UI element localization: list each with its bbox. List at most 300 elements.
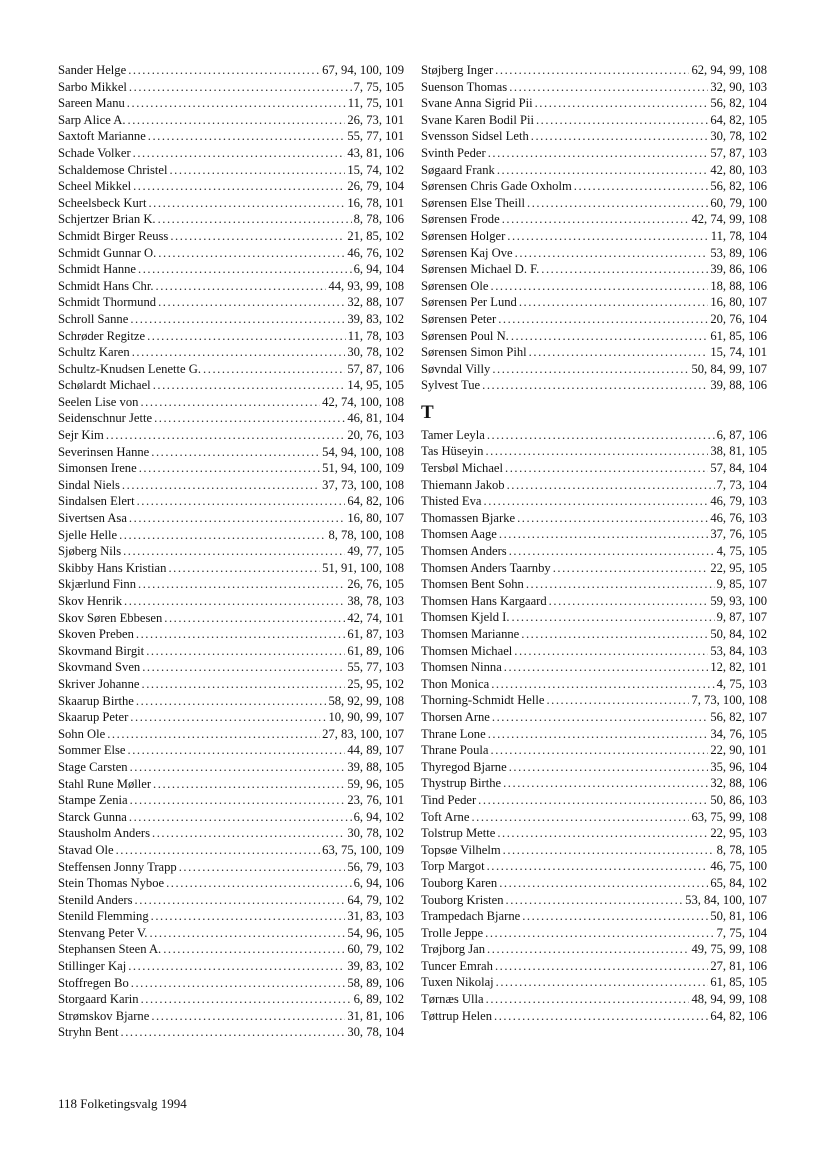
index-entry <box>58 162 404 179</box>
index-entry <box>421 726 767 743</box>
entry-pages: 11, 78, 104 <box>710 228 767 243</box>
dot-leader <box>522 908 708 925</box>
dot-leader <box>492 361 689 378</box>
dot-leader <box>487 427 715 444</box>
index-entry <box>421 659 767 676</box>
dot-leader <box>203 361 345 378</box>
index-entry <box>58 941 404 958</box>
entry-name: Schultz Karen <box>58 345 130 360</box>
dot-leader <box>136 693 327 710</box>
index-entry <box>421 162 767 179</box>
index-entry <box>421 974 767 991</box>
index-entry <box>421 178 767 195</box>
entry-name: Schmidt Thormund <box>58 295 157 310</box>
entry-name: Stampe Zenia <box>58 793 128 808</box>
entry-name: Thomsen Hans Kargaard <box>421 593 547 608</box>
dot-leader <box>151 444 320 461</box>
entry-name: Thomassen Bjarke <box>421 510 516 525</box>
entry-pages: 11, 78, 103 <box>347 328 404 343</box>
index-entry <box>58 195 404 212</box>
entry-name: Sohn Ole <box>58 726 106 741</box>
dot-leader <box>122 477 320 494</box>
entry-name: Schjertzer Brian K. <box>58 212 156 227</box>
dot-leader <box>121 1024 346 1041</box>
entry-pages: 44, 89, 107 <box>347 743 404 758</box>
dot-leader <box>491 278 709 295</box>
index-entry <box>58 776 404 793</box>
entry-name: Torp Margot <box>421 859 485 874</box>
entry-pages: 16, 78, 101 <box>347 195 404 210</box>
index-entry <box>421 875 767 892</box>
dot-leader <box>151 908 346 925</box>
entry-pages: 63, 75, 99, 108 <box>691 809 767 824</box>
index-entry <box>58 560 404 577</box>
entry-pages: 30, 78, 102 <box>347 826 404 841</box>
entry-name: Støjberg Inger <box>421 63 494 77</box>
entry-pages: 50, 81, 106 <box>710 909 767 924</box>
dot-leader <box>484 493 709 510</box>
entry-name: Toft Arne <box>421 809 470 824</box>
entry-pages: 64, 79, 102 <box>347 892 404 907</box>
dot-leader <box>512 609 715 626</box>
entry-name: Stoffregen Bo <box>58 975 129 990</box>
entry-pages: 27, 81, 106 <box>710 958 767 973</box>
dot-leader <box>164 610 345 627</box>
dot-leader <box>128 62 320 79</box>
entry-name: Sørensen Frode <box>421 212 500 227</box>
dot-leader <box>129 809 352 826</box>
entry-pages: 46, 75, 100 <box>710 859 767 874</box>
entry-name: Skaarup Peter <box>58 710 129 725</box>
entry-name: Sivertsen Asa <box>58 511 127 526</box>
entry-pages: 42, 80, 103 <box>710 162 767 177</box>
entry-name: Søvndal Villy <box>421 361 491 376</box>
index-entry <box>421 112 767 129</box>
entry-pages: 53, 89, 106 <box>710 245 767 260</box>
entry-name: Tas Hüseyin <box>421 444 484 459</box>
index-entry <box>421 991 767 1008</box>
entry-pages: 10, 90, 99, 107 <box>328 710 404 725</box>
index-entry <box>421 62 767 79</box>
entry-pages: 42, 74, 99, 108 <box>691 212 767 227</box>
index-list-t <box>421 427 767 1024</box>
entry-name: Starck Gunna <box>58 809 127 824</box>
entry-name: Trøjborg Jan <box>421 942 486 957</box>
entry-name: Saxtoft Marianne <box>58 129 146 144</box>
index-entry <box>421 892 767 909</box>
entry-name: Stenild Flemming <box>58 909 149 924</box>
index-entry <box>421 245 767 262</box>
entry-pages: 38, 78, 103 <box>347 594 404 608</box>
dot-leader <box>502 211 690 228</box>
index-entry <box>58 958 404 975</box>
index-entry <box>58 975 404 992</box>
entry-pages: 43, 81, 106 <box>347 145 404 160</box>
entry-pages: 20, 76, 103 <box>347 428 404 443</box>
entry-name: Svinth Peder <box>421 145 486 160</box>
index-entry <box>58 991 404 1008</box>
dot-leader <box>153 776 345 793</box>
entry-name: Skovmand Birgit <box>58 643 145 658</box>
entry-name: Svane Anna Sigrid Pii <box>421 96 533 111</box>
entry-pages: 61, 89, 106 <box>347 643 404 658</box>
index-entry <box>58 311 404 328</box>
entry-pages: 12, 82, 101 <box>710 660 767 675</box>
entry-pages: 60, 79, 100 <box>710 195 767 210</box>
dot-leader <box>168 560 320 577</box>
dot-leader <box>503 775 708 792</box>
entry-pages: 23, 76, 101 <box>347 793 404 808</box>
dot-leader <box>141 991 352 1008</box>
entry-pages: 26, 79, 104 <box>347 179 404 194</box>
entry-name: Stillinger Kaj <box>58 959 127 974</box>
dot-leader <box>507 228 708 245</box>
entry-pages: 46, 76, 102 <box>347 245 404 260</box>
dot-leader <box>158 294 345 311</box>
entry-pages: 8, 78, 106 <box>353 212 404 227</box>
index-entry <box>421 941 767 958</box>
section-letter-heading: T <box>421 401 434 423</box>
index-entry <box>421 493 767 510</box>
entry-pages: 54, 96, 105 <box>347 925 404 940</box>
entry-pages: 7, 73, 104 <box>716 477 767 492</box>
entry-name: Sander Helge <box>58 63 127 77</box>
entry-pages: 64, 82, 105 <box>710 112 767 127</box>
index-entry <box>58 361 404 378</box>
entry-name: Scheelsbeck Kurt <box>58 195 147 210</box>
index-entry <box>421 526 767 543</box>
entry-pages: 8, 78, 100, 108 <box>328 527 404 542</box>
entry-pages: 39, 88, 105 <box>347 759 404 774</box>
entry-name: Tolstrup Mette <box>421 826 496 841</box>
entry-name: Schultz-Knudsen Lenette G. <box>58 361 202 376</box>
entry-name: Stage Carsten <box>58 759 128 774</box>
entry-name: Sørensen Peter <box>421 311 497 326</box>
index-entry <box>421 742 767 759</box>
dot-leader <box>138 261 352 278</box>
dot-leader <box>149 925 345 942</box>
dot-leader <box>123 543 345 560</box>
entry-pages: 56, 82, 107 <box>710 709 767 724</box>
entry-pages: 46, 81, 104 <box>347 411 404 426</box>
entry-name: Sørensen Chris Gade Oxholm <box>421 179 572 194</box>
entry-name: Thomsen Anders Taarnby <box>421 560 551 575</box>
entry-pages: 32, 88, 106 <box>710 776 767 791</box>
dot-leader <box>131 975 346 992</box>
index-entry <box>58 261 404 278</box>
index-entry <box>421 328 767 345</box>
index-entry <box>421 925 767 942</box>
index-entry <box>58 593 404 610</box>
index-entry <box>421 228 767 245</box>
dot-leader <box>139 460 320 477</box>
index-entry <box>58 328 404 345</box>
entry-name: Thomsen Bent Sohn <box>421 577 524 592</box>
entry-pages: 51, 91, 100, 108 <box>322 560 404 575</box>
index-entry <box>58 626 404 643</box>
index-entry <box>421 643 767 660</box>
entry-pages: 4, 75, 103 <box>716 676 767 691</box>
index-entry <box>421 692 767 709</box>
entry-pages: 58, 89, 106 <box>347 975 404 990</box>
entry-pages: 32, 88, 107 <box>347 295 404 310</box>
entry-pages: 20, 76, 104 <box>710 311 767 326</box>
index-entry <box>421 560 767 577</box>
index-entry <box>58 427 404 444</box>
entry-pages: 65, 84, 102 <box>710 875 767 890</box>
entry-name: Sarbo Mikkel <box>58 79 127 94</box>
dot-leader <box>503 842 715 859</box>
index-entry <box>58 842 404 859</box>
entry-name: Thomsen Aage <box>421 527 497 542</box>
entry-pages: 38, 81, 105 <box>710 444 767 459</box>
index-entry <box>421 128 767 145</box>
dot-leader <box>169 162 345 179</box>
entry-name: Stenvang Peter V. <box>58 925 148 940</box>
index-entry <box>58 477 404 494</box>
entry-pages: 57, 87, 106 <box>347 361 404 376</box>
index-entry <box>58 875 404 892</box>
entry-name: Sindalsen Elert <box>58 494 135 509</box>
entry-pages: 64, 82, 106 <box>347 494 404 509</box>
index-entry <box>58 1008 404 1025</box>
index-entry <box>421 775 767 792</box>
dot-leader <box>487 941 689 958</box>
entry-name: Steffensen Jonny Trapp <box>58 859 177 874</box>
entry-name: Tuxen Nikolaj <box>421 975 494 990</box>
entry-pages: 60, 79, 102 <box>347 942 404 957</box>
dot-leader <box>491 742 709 759</box>
index-entry <box>421 344 767 361</box>
entry-name: Tind Peder <box>421 792 477 807</box>
dot-leader <box>499 526 708 543</box>
dot-leader <box>151 1008 345 1025</box>
dot-leader <box>136 626 345 643</box>
entry-name: Trolle Jeppe <box>421 925 484 940</box>
entry-name: Tøttrup Helen <box>421 1008 492 1023</box>
dot-leader <box>495 958 708 975</box>
entry-name: Stahl Rune Møller <box>58 776 152 791</box>
index-entry <box>58 377 404 394</box>
entry-pages: 53, 84, 100, 107 <box>685 892 767 907</box>
entry-pages: 6, 89, 102 <box>353 992 404 1007</box>
entry-name: Strømskov Bjarne <box>58 1008 150 1023</box>
dot-leader <box>154 410 345 427</box>
index-column-right <box>421 62 767 1024</box>
entry-pages: 22, 95, 103 <box>710 826 767 841</box>
index-entry <box>421 609 767 626</box>
index-entry <box>58 460 404 477</box>
index-entry <box>421 278 767 295</box>
entry-pages: 57, 87, 103 <box>710 145 767 160</box>
entry-pages: 9, 85, 107 <box>716 577 767 592</box>
entry-name: Skibby Hans Kristian <box>58 560 167 575</box>
entry-pages: 53, 84, 103 <box>710 643 767 658</box>
index-entry <box>421 261 767 278</box>
index-entry <box>421 427 767 444</box>
entry-name: Sareen Manu <box>58 96 125 111</box>
entry-name: Trampedach Bjarne <box>421 909 521 924</box>
entry-name: Schmidt Gunnar O. <box>58 245 157 260</box>
entry-pages: 6, 94, 104 <box>353 262 404 277</box>
entry-name: Suenson Thomas <box>421 79 508 94</box>
dot-leader <box>140 394 320 411</box>
entry-name: Stein Thomas Nyboe <box>58 876 165 891</box>
entry-name: Simonsen Irene <box>58 461 137 476</box>
dot-leader <box>124 593 345 610</box>
dot-leader <box>132 344 346 361</box>
entry-pages: 46, 76, 103 <box>710 510 767 525</box>
entry-pages: 46, 79, 103 <box>710 494 767 509</box>
index-entry <box>58 825 404 842</box>
dot-leader <box>137 493 346 510</box>
index-entry <box>58 62 404 79</box>
index-entry <box>58 726 404 743</box>
index-entry <box>421 510 767 527</box>
entry-name: Skovmand Sven <box>58 660 141 675</box>
entry-name: Tørnæs Ulla <box>421 992 484 1007</box>
page-footer: 118 Folketingsvalg 1994 <box>58 1096 187 1111</box>
dot-leader <box>485 443 708 460</box>
index-entry <box>58 128 404 145</box>
dot-leader <box>158 211 352 228</box>
entry-pages: 61, 85, 105 <box>710 975 767 990</box>
entry-name: Thomsen Ninna <box>421 660 502 675</box>
entry-name: Sørensen Poul N. <box>421 328 509 343</box>
entry-name: Stenild Anders <box>58 892 133 907</box>
entry-name: Stephansen Steen A. <box>58 942 162 957</box>
index-entry <box>421 908 767 925</box>
index-entry <box>421 195 767 212</box>
entry-pages: 49, 75, 99, 108 <box>691 942 767 957</box>
entry-pages: 62, 94, 99, 108 <box>691 63 767 77</box>
dot-leader <box>509 759 709 776</box>
entry-name: Sindal Niels <box>58 477 120 492</box>
entry-name: Svensson Sidsel Leth <box>421 129 529 144</box>
index-entry <box>58 294 404 311</box>
index-entry <box>58 79 404 96</box>
entry-pages: 15, 74, 102 <box>347 162 404 177</box>
index-entry <box>58 1024 404 1041</box>
index-entry <box>58 809 404 826</box>
dot-leader <box>494 1008 708 1025</box>
index-entry <box>421 676 767 693</box>
index-entry <box>58 693 404 710</box>
dot-leader <box>509 543 715 560</box>
entry-pages: 14, 95, 105 <box>347 378 404 393</box>
dot-leader <box>526 576 715 593</box>
index-entry <box>421 361 767 378</box>
entry-pages: 55, 77, 101 <box>347 129 404 144</box>
index-entry <box>421 79 767 96</box>
dot-leader <box>128 958 345 975</box>
index-entry <box>58 709 404 726</box>
index-entry <box>58 112 404 129</box>
dot-leader <box>478 792 708 809</box>
entry-pages: 35, 96, 104 <box>710 759 767 774</box>
entry-name: Schroll Sanne <box>58 311 129 326</box>
entry-name: Thomsen Kjeld I. <box>421 610 510 625</box>
entry-pages: 42, 74, 100, 108 <box>322 394 404 409</box>
entry-name: Thomsen Marianne <box>421 627 520 641</box>
dot-leader <box>482 377 708 394</box>
entry-pages: 61, 85, 106 <box>710 328 767 343</box>
dot-leader <box>107 726 320 743</box>
entry-name: Schmidt Birger Reuss <box>58 228 169 243</box>
dot-leader <box>133 178 345 195</box>
index-entry <box>58 643 404 660</box>
entry-name: Sommer Else <box>58 743 126 758</box>
entry-pages: 34, 76, 105 <box>710 726 767 741</box>
dot-leader <box>495 62 689 79</box>
dot-leader <box>509 79 708 96</box>
index-entry <box>58 394 404 411</box>
dot-leader <box>536 112 708 129</box>
entry-name: Tuncer Emrah <box>421 958 493 973</box>
entry-pages: 37, 73, 100, 108 <box>322 477 404 492</box>
entry-pages: 7, 73, 100, 108 <box>691 693 767 708</box>
entry-pages: 63, 75, 100, 109 <box>322 842 404 857</box>
index-entry <box>58 676 404 693</box>
entry-pages: 59, 93, 100 <box>710 593 767 608</box>
entry-pages: 6, 94, 106 <box>353 876 404 891</box>
index-entry <box>421 1008 767 1025</box>
index-entry <box>58 925 404 942</box>
dot-leader <box>129 79 352 96</box>
dot-leader <box>128 742 346 759</box>
entry-pages: 61, 87, 103 <box>347 627 404 642</box>
index-entry <box>421 294 767 311</box>
entry-name: Thystrup Birthe <box>421 776 502 791</box>
entry-pages: 31, 83, 103 <box>347 909 404 924</box>
entry-pages: 59, 96, 105 <box>347 776 404 791</box>
entry-name: Tersbøl Michael <box>421 461 504 476</box>
entry-name: Storgaard Karin <box>58 992 139 1007</box>
dot-leader <box>148 128 346 145</box>
entry-pages: 26, 76, 105 <box>347 577 404 592</box>
index-entry <box>58 178 404 195</box>
entry-pages: 16, 80, 107 <box>347 511 404 526</box>
index-entry <box>421 792 767 809</box>
index-entry <box>58 610 404 627</box>
dot-leader <box>163 941 345 958</box>
dot-leader <box>505 460 708 477</box>
entry-name: Severinsen Hanne <box>58 444 150 459</box>
dot-leader <box>497 825 708 842</box>
entry-name: Thomsen Anders <box>421 544 507 559</box>
entry-pages: 54, 94, 100, 108 <box>322 444 404 459</box>
dot-leader <box>517 510 708 527</box>
index-entry <box>421 95 767 112</box>
entry-pages: 21, 85, 102 <box>347 228 404 243</box>
dot-leader <box>142 676 346 693</box>
entry-name: Schrøder Regitze <box>58 328 146 343</box>
entry-pages: 30, 78, 104 <box>347 1025 404 1040</box>
entry-name: Thrane Poula <box>421 743 489 758</box>
index-entry <box>58 742 404 759</box>
entry-pages: 27, 83, 100, 107 <box>322 726 404 741</box>
index-entry <box>58 759 404 776</box>
dot-leader <box>511 328 709 345</box>
entry-pages: 44, 93, 99, 108 <box>328 278 404 293</box>
dot-leader <box>130 792 346 809</box>
entry-pages: 56, 82, 106 <box>710 179 767 194</box>
entry-name: Søgaard Frank <box>421 162 495 177</box>
dot-leader <box>574 178 709 195</box>
entry-name: Sjelle Helle <box>58 527 118 542</box>
dot-leader <box>146 643 345 660</box>
entry-name: Sylvest Tue <box>421 378 481 393</box>
